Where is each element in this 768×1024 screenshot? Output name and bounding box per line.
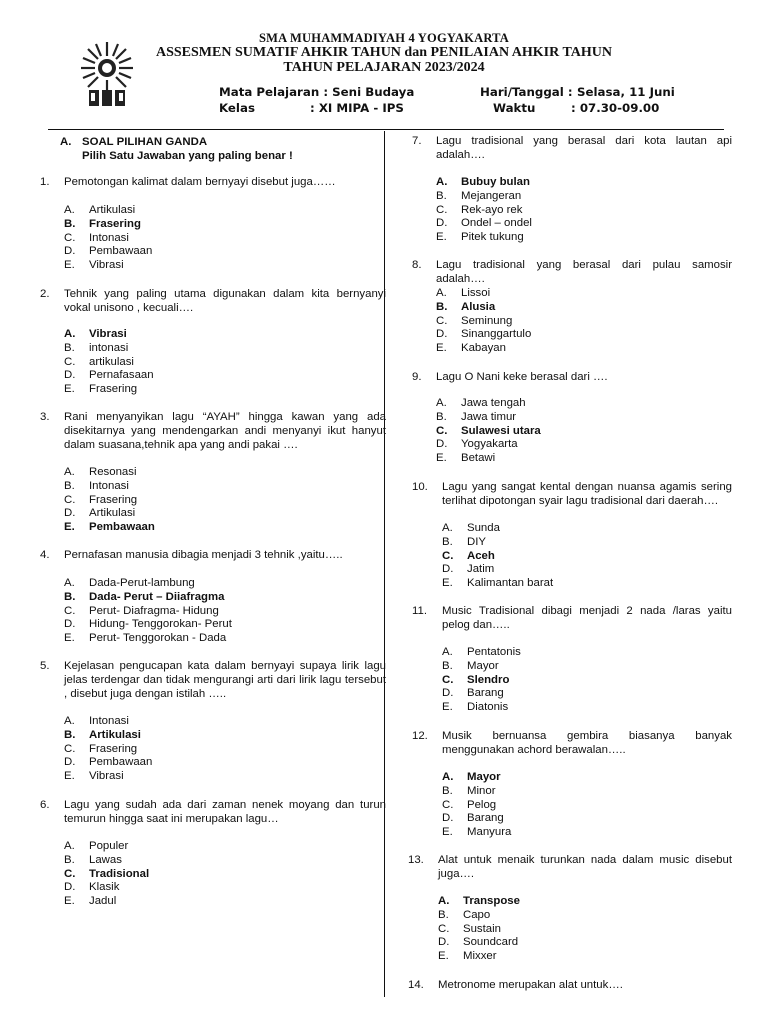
option-letter: C. [64,231,76,244]
question-number: 6. [40,799,50,811]
question-text: Lagu yang sangat kental dengan nuansa agamis sering terlihat dipotongan syair lagu tradisional dari daerah…. [442,481,732,507]
question-number: 11. [412,605,427,617]
question-text: Kejelasan pengucapan kata dalam bernyayi supaya lirik lagu jelas terdengar dan tidak mengurangi arti dari lirik lagu tersebut , disebut juga dengan istilah ….. [64,660,386,700]
option-text: Artikulasi [89,507,136,520]
option-text: Populer [89,840,129,852]
option-text: Tradisional [89,867,150,880]
option-letter: D. [64,618,76,631]
answer-option [412,563,712,577]
answer-option [412,577,712,591]
option-text: Resonasi [89,466,137,478]
option-letter: E. [64,770,75,783]
option-text: Artikulasi [89,728,141,741]
answer-option-correct [40,729,340,743]
option-letter: C. [442,798,454,811]
answer-options [412,287,712,356]
question-number: 12. [412,730,428,742]
option-letter: A. [436,397,447,409]
answer-options [40,204,340,273]
answer-option [40,605,340,619]
option-letter: C. [442,549,454,562]
option-text: Intonasi [89,231,129,244]
option-text: Jatim [467,563,495,576]
question-text: Pernafasan manusia dibagia menjadi 3 tehnik ,yaitu….. [64,549,343,561]
option-letter: A. [64,715,75,727]
option-letter: E. [436,231,447,244]
academic-year: TAHUN PELAJARAN 2023/2024 [283,60,485,75]
option-text: Manyura [467,826,512,839]
option-letter: A. [436,176,448,188]
answer-option [412,785,712,799]
option-letter: A. [442,522,453,534]
answer-options [40,577,340,646]
option-letter: A. [64,466,75,478]
answer-options [412,646,712,715]
answer-option [412,799,712,813]
option-letter: E. [64,259,75,272]
answer-options [40,466,340,535]
question-text: Lagu tradisional yang berasal dari kota lautan api adalah…. [436,135,732,161]
answer-option [40,715,340,729]
answer-options [40,840,340,909]
option-text: Pernafasaan [89,369,154,382]
option-text: Yogyakarta [461,438,518,451]
answer-option-correct [412,771,712,785]
question-number: 8. [412,259,422,271]
option-text: Intonasi [89,479,129,492]
option-text: Lawas [89,853,122,866]
section-title: SOAL PILIHAN GANDA [82,136,208,148]
option-text: Frasering [89,217,141,230]
question-text: Lagu yang sudah ada dari zaman nenek moyang dan turun temurun hingga saat ini merupakan lagu… [64,799,386,825]
answer-option [412,217,712,231]
option-text: Kabayan [461,342,506,355]
option-text: Capo [463,908,491,921]
option-text: Frasering [89,493,138,506]
answer-option [40,383,340,397]
option-text: Betawi [461,452,496,465]
option-letter: C. [436,203,448,216]
answer-option [412,287,712,301]
option-letter: B. [436,300,448,313]
option-letter: D. [64,507,76,520]
answer-option-correct [412,674,712,688]
question-text: Lagu tradisional yang berasal dari pulau samosir adalah…. [436,259,732,285]
option-text: Rek-ayo rek [461,203,523,216]
option-letter: D. [438,936,450,949]
answer-options [412,176,712,245]
answer-option [40,507,340,521]
question-number: 1. [40,176,50,188]
answer-option-correct [40,868,340,882]
class-value: : XI MIPA - IPS [310,101,404,115]
option-text: Artikulasi [89,204,136,216]
answer-option [412,826,712,840]
option-letter: E. [442,701,453,714]
option-letter: C. [64,604,76,617]
option-letter: D. [442,812,454,825]
answer-option [40,494,340,508]
answer-option [412,452,712,466]
answer-option [40,881,340,895]
option-text: Pembawaan [89,521,155,534]
answer-options [412,397,712,466]
option-text: Alusia [461,300,496,313]
option-text: Slendro [467,673,510,686]
school-name: SMA MUHAMMADIYAH 4 YOGYAKARTA [259,31,509,45]
option-letter: A. [64,840,75,852]
answer-option [408,950,708,964]
option-text: Pelog [467,798,497,811]
option-letter: D. [436,217,448,230]
section-instruction: Pilih Satu Jawaban yang paling benar ! [82,150,293,162]
option-letter: C. [442,673,454,686]
answer-option [412,190,712,204]
option-text: Seminung [461,314,513,327]
option-text: Vibrasi [89,770,124,783]
option-text: Barang [467,687,504,700]
answer-options [40,715,340,784]
answer-option [412,812,712,826]
answer-option [40,204,340,218]
option-letter: C. [64,355,76,368]
option-letter: C. [436,424,448,437]
option-letter: B. [436,410,447,423]
option-letter: A. [64,204,75,216]
question-text: Lagu O Nani keke berasal dari …. [436,371,608,383]
option-text: Mejangeran [461,189,522,202]
time-label: Waktu [493,101,536,115]
option-text: Perut- Tenggorokan - Dada [89,632,227,645]
answer-option [412,522,712,536]
option-letter: D. [64,245,76,258]
option-text: Barang [467,812,504,825]
option-text: Transpose [463,895,520,907]
answer-option [412,687,712,701]
option-text: Sulawesi utara [461,424,541,437]
option-letter: D. [64,756,76,769]
option-letter: B. [442,535,453,548]
question-text: Pemotongan kalimat dalam bernyayi disebut juga…… [64,176,336,188]
answer-option [412,397,712,411]
option-letter: B. [438,908,449,921]
question-number: 7. [412,135,422,147]
option-text: Pembawaan [89,756,153,769]
time-value: : 07.30-09.00 [571,101,660,115]
answer-option [408,909,708,923]
option-letter: C. [438,922,450,935]
option-letter: C. [436,314,448,327]
answer-option-correct [40,218,340,232]
answer-option [412,536,712,550]
answer-option-correct [412,301,712,315]
answer-option-correct [40,328,340,342]
date-value: Selasa, 11 Juni [577,85,675,99]
option-letter: D. [64,369,76,382]
answer-option [412,438,712,452]
option-letter: B. [64,479,75,492]
option-text: Sinanggartulo [461,328,532,341]
question-text: Alat untuk menaik turunkan nada dalam music disebut juga…. [438,854,732,880]
answer-option [40,618,340,632]
option-text: Soundcard [463,936,519,949]
option-text: Klasik [89,881,120,894]
question-text: Musik bernuansa gembira biasanya banyak menggunakan achord berawalan….. [442,730,732,756]
option-letter: A. [64,328,76,340]
answer-options [40,328,340,397]
answer-option-correct [412,176,712,190]
question-number: 9. [412,371,422,383]
answer-option [412,701,712,715]
option-letter: B. [64,853,75,866]
option-text: Lissoi [461,287,491,299]
answer-option [40,356,340,370]
question-text: Music Tradisional dibagi menjadi 2 nada /laras yaitu pelog dan….. [442,605,732,631]
question-number: 3. [40,411,50,423]
option-text: Sunda [467,522,500,534]
answer-option [412,342,712,356]
option-text: Aceh [467,549,495,562]
answer-option-correct [408,895,708,909]
option-text: Vibrasi [89,328,127,340]
date-label: Hari/Tanggal : [480,85,573,99]
question-number: 4. [40,549,50,561]
option-letter: D. [64,881,76,894]
option-letter: B. [64,217,76,230]
option-letter: B. [442,659,453,672]
answer-option-correct [40,591,340,605]
option-letter: E. [442,826,453,839]
option-text: Diatonis [467,701,509,714]
column-divider [384,131,385,997]
option-letter: E. [64,895,75,908]
answer-option-correct [412,550,712,564]
answer-option [40,632,340,646]
answer-option [412,328,712,342]
question-number: 5. [40,660,50,672]
option-letter: E. [436,342,447,355]
class-label: Kelas [219,101,255,115]
answer-options [412,771,712,840]
option-text: Kalimantan barat [467,577,554,590]
question-number: 13. [408,854,424,866]
answer-option [412,660,712,674]
answer-option [40,577,340,591]
option-text: Mayor [467,771,501,783]
answer-option [40,259,340,273]
option-letter: D. [442,563,454,576]
answer-option [40,245,340,259]
option-text: Pentatonis [467,646,521,658]
answer-option [40,840,340,854]
answer-option [412,646,712,660]
option-letter: D. [436,328,448,341]
option-text: Pembawaan [89,245,153,258]
question-number: 10. [412,481,428,493]
answer-option [40,342,340,356]
exam-title: ASSESMEN SUMATIF AHKIR TAHUN dan PENILAIAN AHKIR TAHUN [156,45,612,60]
option-text: Intonasi [89,715,129,727]
option-text: artikulasi [89,355,134,368]
answer-option [40,854,340,868]
option-text: Bubuy bulan [461,176,530,188]
option-text: intonasi [89,341,129,354]
answer-option [412,231,712,245]
answer-option [412,315,712,329]
option-letter: B. [442,784,453,797]
option-letter: B. [64,341,75,354]
question-text: Rani menyanyikan lagu “AYAH” hingga kawan yang ada disekitarnya yang mendengarkan andi menyanyi ikut hanyut dalam suasana,tehnik apa yang andi pakai …. [64,411,386,451]
answer-option [40,369,340,383]
answer-option [40,466,340,480]
option-letter: D. [436,438,448,451]
option-letter: E. [64,632,75,645]
option-letter: A. [442,771,454,783]
option-text: Hidung- Tenggorokan- Perut [89,618,232,631]
option-letter: D. [442,687,454,700]
option-text: Dada-Perut-lambung [89,577,195,589]
option-letter: B. [64,728,76,741]
answer-option [40,743,340,757]
answer-option [40,895,340,909]
option-text: Perut- Diafragma- Hidung [89,604,219,617]
option-text: Frasering [89,742,138,755]
header-divider [48,129,724,130]
answer-options [408,895,708,964]
option-text: Jawa timur [461,410,517,423]
option-letter: C. [64,867,76,880]
option-text: Sustain [463,922,501,935]
answer-option [40,770,340,784]
answer-option [412,204,712,218]
option-letter: E. [64,521,75,534]
question-text: Tehnik yang paling utama digunakan dalam kita bernyanyi vokal unisono , kecuali…. [64,288,386,314]
option-letter: A. [436,287,447,299]
option-letter: C. [64,742,76,755]
question-number: 14. [408,979,424,991]
option-letter: B. [436,189,447,202]
answer-option [412,411,712,425]
option-letter: E. [442,577,453,590]
option-text: Ondel – ondel [461,217,532,230]
option-text: Pitek tukung [461,231,524,244]
question-number: 2. [40,288,50,300]
option-letter: E. [438,950,449,963]
answer-option [40,756,340,770]
subject-label: Mata Pelajaran : Seni Budaya [219,85,415,99]
answer-option [408,936,708,950]
option-text: Mixxer [463,950,497,963]
option-text: Dada- Perut – Diiafragma [89,590,225,603]
option-letter: A. [442,646,453,658]
option-letter: A. [438,895,450,907]
option-letter: E. [436,452,447,465]
answer-option [40,480,340,494]
option-letter: C. [64,493,76,506]
option-text: Vibrasi [89,259,124,272]
answer-option [40,232,340,246]
option-letter: E. [64,383,75,396]
option-text: Frasering [89,383,138,396]
option-text: Minor [467,784,496,797]
option-text: Jadul [89,895,117,908]
answer-option-correct [412,425,712,439]
option-text: Mayor [467,659,499,672]
option-letter: B. [64,590,76,603]
question-text: Metronome merupakan alat untuk…. [438,979,623,991]
option-letter: A. [64,577,75,589]
answer-option [408,923,708,937]
answer-option-correct [40,521,340,535]
option-text: Jawa tengah [461,397,526,409]
option-text: DIY [467,535,486,548]
answer-options [412,522,712,591]
section-letter: A. [60,136,72,148]
